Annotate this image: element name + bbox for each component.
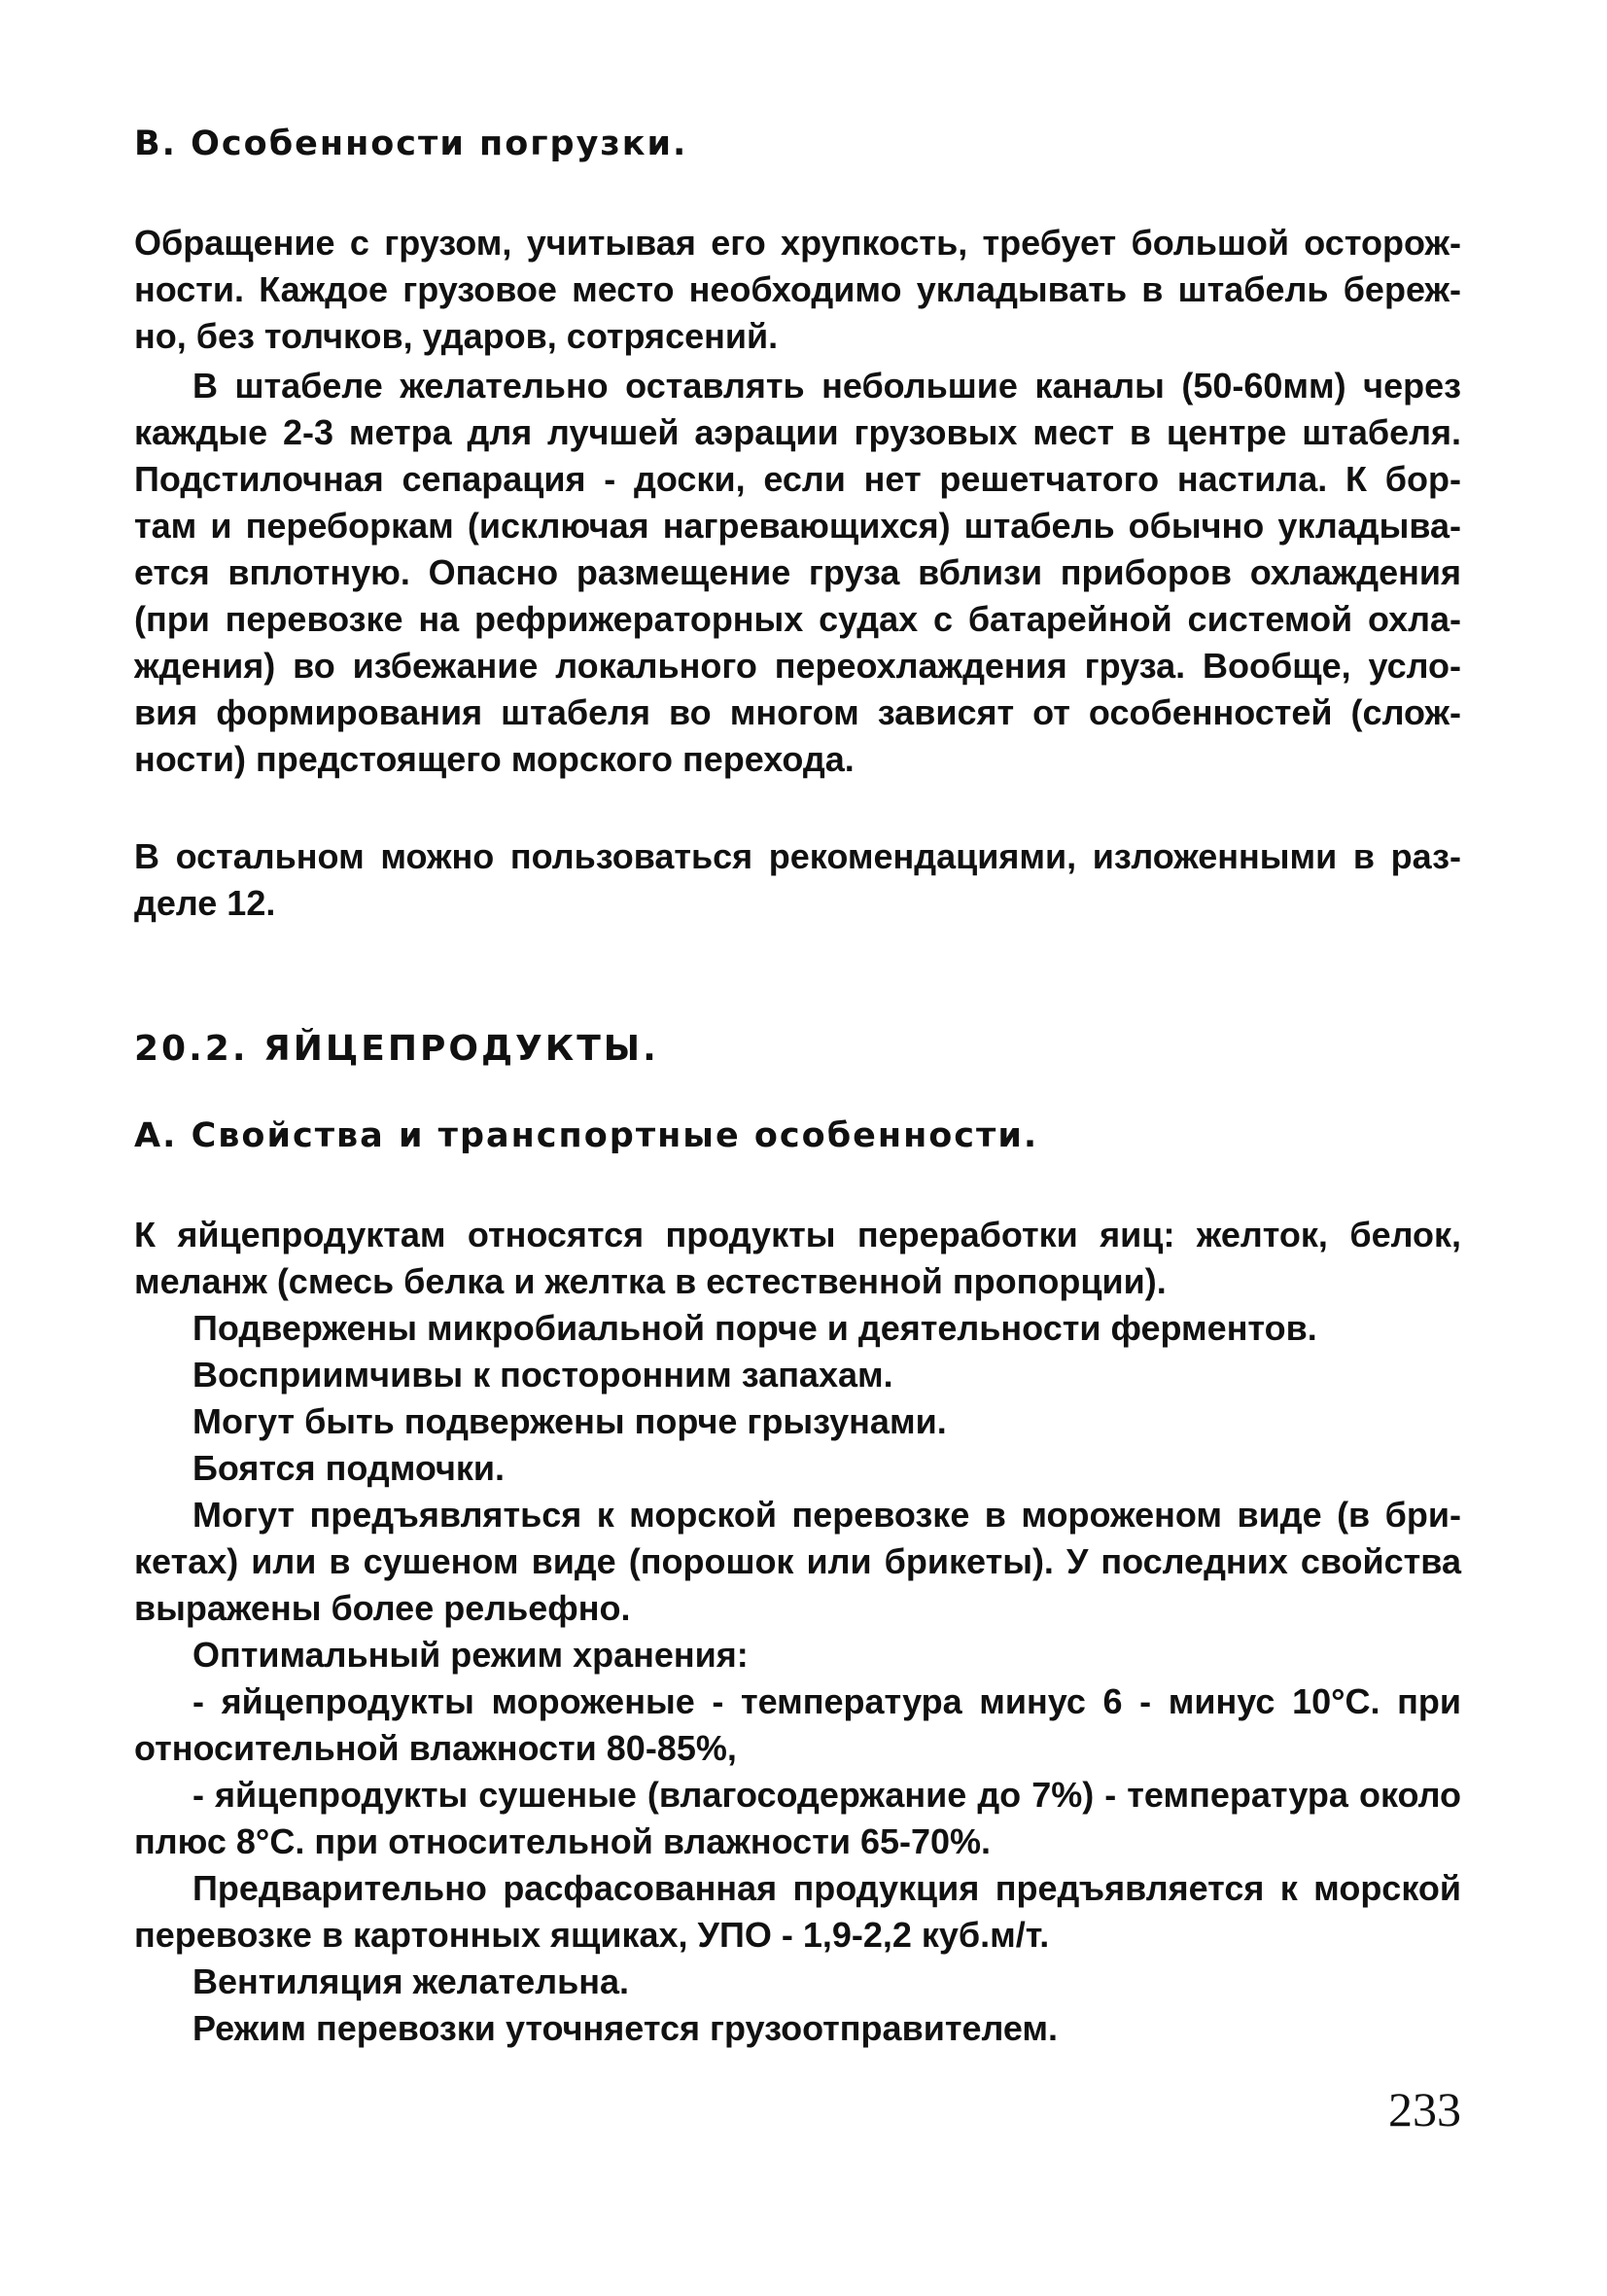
paragraph-line: Вентиляция желательна. [192, 1961, 630, 2001]
paragraph-line: Оптимальный режим хранения: [192, 1635, 749, 1675]
paragraph-line: Предварительно расфасованная продукция предъявляется к морской [192, 1868, 1461, 1908]
paragraph-line: ности. Каждое грузовое место необходимо укладывать в штабель береж- [134, 269, 1461, 309]
paragraph-line: Могут предъявляться к морской перевозке в мороженом виде (в бри- [192, 1495, 1461, 1535]
paragraph-line: В штабеле желательно оставлять небольшие каналы (50-60мм) через [192, 366, 1461, 406]
page-number: 233 [1388, 2082, 1461, 2137]
paragraph-line: Подвержены микробиальной порче и деятельности ферментов. [192, 1308, 1317, 1348]
paragraph-line: (при перевозке на рефрижераторных судах с батарейной системой охла- [134, 599, 1461, 639]
paragraph-line: деле 12. [134, 883, 276, 923]
paragraph-line: меланж (смесь белка и желтка в естественной пропорции). [134, 1261, 1167, 1301]
paragraph-line: ется вплотную. Опасно размещение груза вблизи приборов охлаждения [134, 552, 1461, 592]
paragraph-line: Боятся подмочки. [192, 1448, 505, 1488]
paragraph-line: перевозке в картонных ящиках, УПО - 1,9-2,2 куб.м/т. [134, 1915, 1050, 1955]
paragraph-line: вия формирования штабеля во многом зависят от особенностей (слож- [134, 692, 1461, 732]
paragraph-line: К яйцепродуктам относятся продукты переработки яиц: желток, белок, [134, 1215, 1461, 1254]
paragraph-line: Подстилочная сепарация - доски, если нет решетчатого настила. К бор- [134, 459, 1461, 499]
paragraph-line: там и переборкам (исключая нагревающихся) штабель обычно укладыва- [134, 506, 1461, 546]
paragraph-line: выражены более рельефно. [134, 1588, 631, 1628]
paragraph-line: относительной влажности 80-85%, [134, 1728, 737, 1768]
paragraph-line: каждые 2-3 метра для лучшей аэрации грузовых мест в центре штабеля. [134, 412, 1461, 452]
section-b-heading: В. Особенности погрузки. [134, 124, 688, 163]
paragraph-line: но, без толчков, ударов, сотрясений. [134, 316, 779, 356]
paragraph-line: плюс 8°С. при относительной влажности 65-70%. [134, 1821, 992, 1861]
paragraph-line: кетах) или в сушеном виде (порошок или брикеты). У последних свойства [134, 1541, 1461, 1581]
paragraph-line: ности) предстоящего морского перехода. [134, 739, 855, 779]
section-a-heading: А. Свойства и транспортные особенности. [134, 1116, 1039, 1155]
paragraph-line: Могут быть подвержены порче грызунами. [192, 1401, 947, 1441]
section-20-2-heading: 20.2. ЯЙЦЕПРОДУКТЫ. [134, 1029, 659, 1069]
document-page [134, 0, 1461, 2296]
paragraph-line: Восприимчивы к посторонним запахам. [192, 1355, 893, 1395]
paragraph-line: ждения) во избежание локального переохлаждения груза. Вообще, усло- [134, 646, 1461, 686]
paragraph-line: Режим перевозки уточняется грузоотправителем. [192, 2008, 1059, 2048]
paragraph-line: - яйцепродукты мороженые - температура минус 6 - минус 10°С. при [192, 1681, 1461, 1721]
paragraph-line: Обращение с грузом, учитывая его хрупкость, требует большой осторож- [134, 223, 1461, 263]
paragraph-line: В остальном можно пользоваться рекомендациями, изложенными в раз- [134, 836, 1461, 876]
paragraph-line: - яйцепродукты сушеные (влагосодержание до 7%) - температура около [192, 1775, 1461, 1815]
